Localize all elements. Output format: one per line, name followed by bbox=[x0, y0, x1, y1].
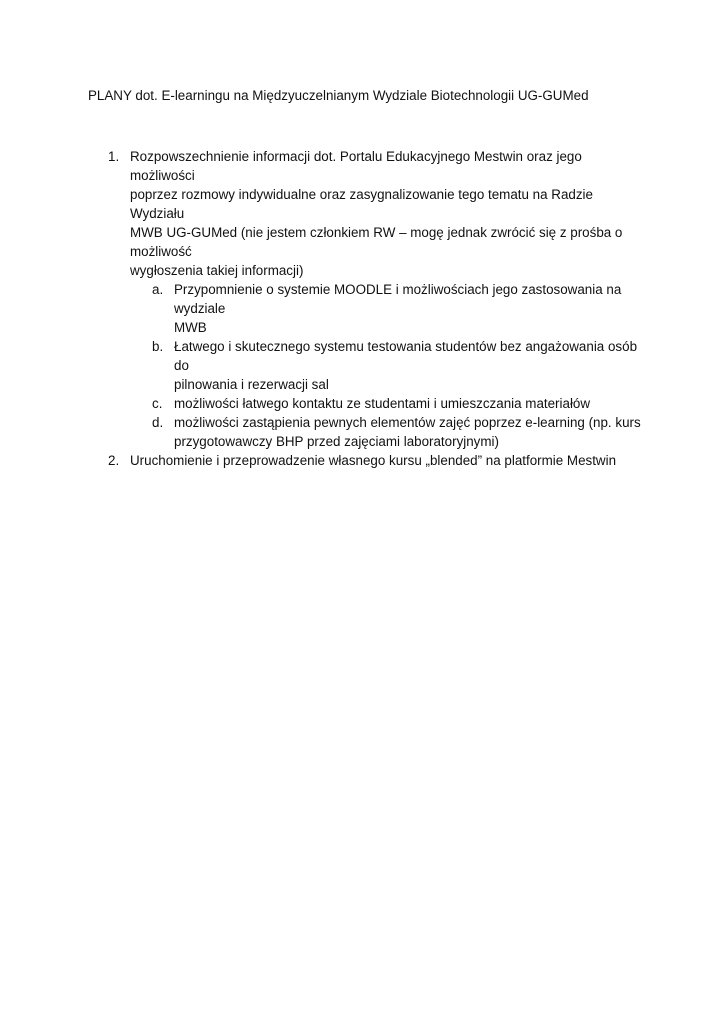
sublist-item-text: Łatwego i skutecznego systemu testowania studentów bez angażowania osób do pilnowania i rezerwacji sal bbox=[174, 339, 638, 392]
sublist-item-letter: c. bbox=[152, 396, 163, 411]
sublist-item-text: możliwości łatwego kontaktu ze studentami i umieszczania materiałów bbox=[174, 396, 591, 411]
sublist-item-letter: d. bbox=[152, 415, 164, 430]
sublist-item-letter: b. bbox=[152, 339, 164, 354]
list-item-2 bbox=[0, 451, 725, 470]
sublist-item-b bbox=[0, 337, 725, 394]
numbered-list bbox=[0, 147, 725, 470]
sublist-item-d bbox=[0, 413, 725, 451]
sublist-item-letter: a. bbox=[152, 282, 164, 297]
sublist-item-c bbox=[0, 394, 725, 413]
sublist-item-text: możliwości zastąpienia pewnych elementów zajęć poprzez e-learning (np. kurs przygotowawczy BHP przed zajęciami laboratoryjnymi) bbox=[174, 415, 641, 449]
sublist-item-text: Przypomnienie o systemie MOODLE i możliwościach jego zastosowania na wydziale MWB bbox=[174, 282, 622, 335]
document-title: PLANY dot. E-learningu na Międzyuczelnianym Wydziale Biotechnologii UG-GUMed bbox=[88, 88, 589, 103]
lettered-sublist bbox=[0, 280, 725, 451]
list-item-text: Uruchomienie i przeprowadzenie własnego kursu „blended” na platformie Mestwin bbox=[130, 453, 617, 468]
list-item-text: Rozpowszechnienie informacji dot. Portalu Edukacyjnego Mestwin oraz jego możliwości poprzez rozmowy indywidualne oraz zasygnalizowanie tego tematu na Radzie Wydziału MWB UG-GUMed (nie jestem członkiem RW – mogę jednak zwrócić się z prośba o możliwość wygłoszenia takiej informacji) bbox=[130, 149, 623, 278]
list-item-number: 2. bbox=[108, 453, 120, 468]
list-item-number: 1. bbox=[108, 149, 120, 164]
list-item-1 bbox=[0, 147, 725, 451]
sublist-item-a bbox=[0, 280, 725, 337]
